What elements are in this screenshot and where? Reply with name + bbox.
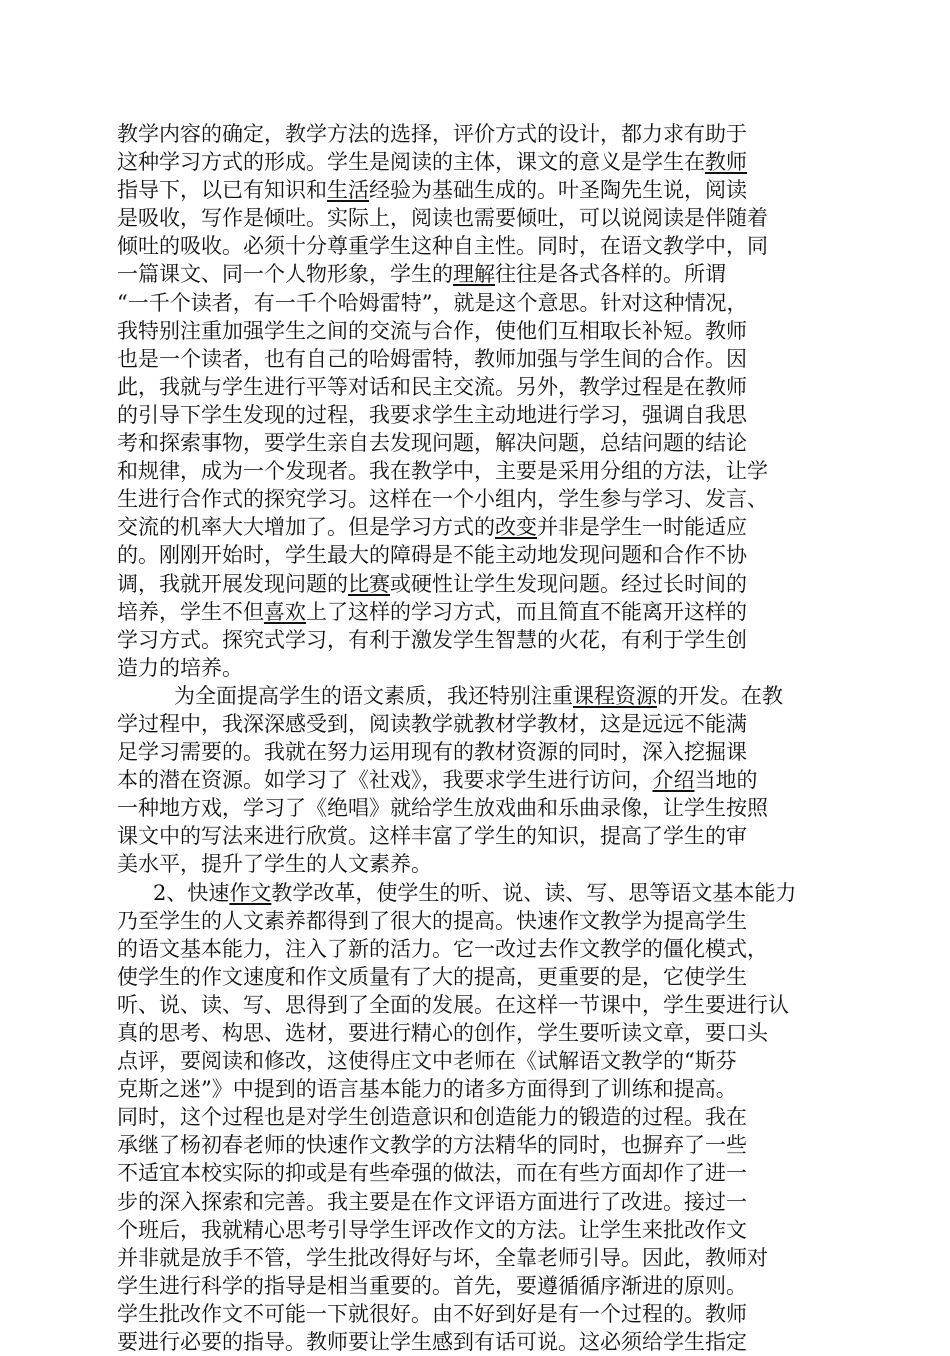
text-segment: 造力的培养。 (117, 655, 243, 680)
text-line (117, 1075, 825, 1103)
text-segment: 培养，学生不但 (117, 599, 264, 624)
underlined-term: 比赛 (348, 571, 390, 596)
text-line (117, 710, 825, 738)
text-line (117, 1188, 825, 1216)
text-segment: 我特别注重加强学生之间的交流与合作，使他们互相取长补短。教师 (117, 318, 747, 343)
underlined-term: 课程资源 (573, 683, 657, 708)
text-line (117, 1272, 825, 1300)
text-line (117, 485, 825, 513)
text-segment: 真的思考、构思、选材，要进行精心的创作，学生要听读文章，要口头 (117, 1021, 768, 1045)
text-segment: 此，我就与学生进行平等对话和民主交流。另外，教学过程是在教师 (117, 374, 747, 399)
text-line (117, 176, 825, 204)
text-segment: 的语文基本能力，注入了新的活力。它一改过去作文教学的僵化模式， (117, 936, 768, 961)
text-segment: 本的潜在资源。如学习了《社戏》，我要求学生进行访问， (117, 768, 653, 793)
text-line (117, 654, 825, 682)
text-segment: 听、说、读、写、思得到了全面的发展。在这样一节课中，学生要进行认 (117, 992, 789, 1017)
text-line (117, 457, 825, 485)
text-segment: 不适宜本校实际的抑或是有些牵强的做法，而在有些方面却作了进一 (117, 1161, 747, 1186)
text-segment: 生进行合作式的探究学习。这样在一个小组内，学生参与学习、发言、 (117, 487, 768, 512)
text-line (117, 1328, 825, 1356)
text-line (117, 317, 825, 345)
text-segment: 并非是学生一时能适应 (537, 515, 747, 540)
underlined-term: 喜欢 (264, 599, 306, 624)
underlined-term: 理解 (453, 262, 495, 287)
text-segment: “一千个读者，有一千个哈姆雷特”，就是这个意思。针对这种情况， (117, 290, 748, 315)
text-segment: 这种学习方式的形成。学生是阅读的主体，课文的意义是学生在 (117, 150, 705, 175)
text-segment: 学习方式。探究式学习，有利于激发学生智慧的火花，有利于学生创 (117, 627, 747, 652)
text-line (117, 570, 825, 598)
text-line (117, 907, 825, 935)
paragraph-1 (117, 120, 825, 682)
text-segment: 或硬性让学生发现问题。经过长时间的 (390, 571, 747, 596)
text-line (117, 1103, 825, 1131)
text-line (117, 232, 825, 260)
text-segment: 要进行必要的指导。教师要让学生感到有话可说。这必须给学生指定 (117, 1330, 747, 1355)
text-segment: 学过程中，我深深感受到，阅读教学就教材学教材，这是远远不能满 (117, 711, 747, 736)
text-segment: 个班后，我就精心思考引导学生评改作文的方法。让学生来批改作文 (117, 1217, 747, 1242)
text-line (117, 289, 825, 317)
text-segment: 的引导下学生发现的过程，我要求学生主动地进行学习，强调自我思 (117, 402, 747, 427)
underlined-term: 介绍 (652, 768, 695, 793)
text-line (117, 345, 825, 373)
text-segment: 为全面提高学生的语文素质，我还特别注重 (174, 683, 573, 708)
text-line (117, 148, 825, 176)
text-line (117, 879, 825, 907)
document-body (117, 120, 825, 1356)
text-segment: 美水平，提升了学生的人文素养。 (117, 852, 432, 877)
text-line (117, 1216, 825, 1244)
text-line (117, 541, 825, 569)
text-line (117, 429, 825, 457)
text-line (117, 513, 825, 541)
text-line (117, 1131, 825, 1159)
text-segment: 考和探索事物，要学生亲自去发现问题，解决问题，总结问题的结论 (117, 431, 747, 456)
text-segment: 足学习需要的。我就在努力运用现有的教材资源的同时，深入挖掘课 (117, 740, 747, 765)
text-line (117, 963, 825, 991)
text-segment: 的开发。在教 (657, 683, 783, 708)
text-line (117, 822, 825, 850)
text-line (117, 626, 825, 654)
text-line (117, 1047, 825, 1075)
text-segment: 2、快速 (153, 880, 230, 905)
text-segment: 经验为基础生成的。叶圣陶先生说，阅读 (369, 178, 747, 203)
text-segment: 克斯之迷”》中提到的语言基本能力的诸多方面得到了训练和提高。 (117, 1077, 737, 1102)
text-segment: 指导下，以已有知识和 (117, 178, 327, 203)
text-line (117, 1159, 825, 1187)
text-segment: 交流的机率大大增加了。但是学习方式的 (117, 515, 495, 540)
paragraph-2 (117, 682, 825, 879)
text-line (117, 1019, 825, 1047)
text-segment: 是吸收，写作是倾吐。实际上，阅读也需要倾吐，可以说阅读是伴随着 (117, 206, 768, 231)
text-segment: 并非就是放手不管，学生批改得好与坏，全靠老师引导。因此，教师对 (117, 1245, 768, 1270)
text-line (117, 1300, 825, 1328)
text-segment: 同时，这个过程也是对学生创造意识和创造能力的锻造的过程。我在 (117, 1105, 747, 1130)
text-line (117, 120, 825, 148)
text-line (117, 850, 825, 878)
text-segment: 往往是各式各样的。所谓 (495, 262, 726, 287)
text-segment: 学生批改作文不可能一下就很好。由不好到好是有一个过程的。教师 (117, 1301, 747, 1326)
text-segment: 承继了杨初春老师的快速作文教学的方法精华的同时，也摒弃了一些 (117, 1133, 747, 1158)
text-line (117, 204, 825, 232)
text-segment: 学生进行科学的指导是相当重要的。首先，要遵循循序渐进的原则。 (117, 1273, 747, 1298)
text-segment: 的。刚刚开始时，学生最大的障碍是不能主动地发现问题和合作不协 (117, 543, 747, 568)
text-segment: 教学内容的确定，教学方法的选择，评价方式的设计，都力求有助于 (117, 122, 747, 146)
text-segment: 一篇课文、同一个人物形象，学生的 (117, 262, 453, 287)
underlined-term: 生活 (327, 178, 369, 203)
text-segment: 乃至学生的人文素养都得到了很大的提高。快速作文教学为提高学生 (117, 908, 747, 933)
text-line (117, 682, 825, 710)
underlined-term: 作文 (229, 880, 272, 905)
text-line (117, 260, 825, 288)
text-segment: 上了这样的学习方式，而且简直不能离开这样的 (306, 599, 747, 624)
text-segment: 倾吐的吸收。必须十分尊重学生这种自主性。同时，在语文教学中，同 (117, 234, 768, 259)
text-segment: 使学生的作文速度和作文质量有了大的提高，更重要的是，它使学生 (117, 964, 747, 989)
text-segment: 步的深入探索和完善。我主要是在作文评语方面进行了改进。接过一 (117, 1189, 747, 1214)
text-line (117, 1244, 825, 1272)
text-line (117, 373, 825, 401)
text-segment: 也是一个读者，也有自己的哈姆雷特，教师加强与学生间的合作。因 (117, 346, 747, 371)
text-line (117, 935, 825, 963)
underlined-term: 教师 (705, 150, 747, 175)
text-segment: 点评，要阅读和修改，这使得庄文中老师在《试解语文教学的“斯芬 (117, 1049, 737, 1074)
text-line (117, 401, 825, 429)
text-line (117, 738, 825, 766)
underlined-term: 改变 (495, 515, 537, 540)
text-line (117, 991, 825, 1019)
text-segment: 教学改革，使学生的听、说、读、写、思等语文基本能力 (271, 880, 797, 905)
text-segment: 一种地方戏，学习了《绝唱》就给学生放戏曲和乐曲录像，让学生按照 (117, 796, 768, 821)
text-segment: 课文中的写法来进行欣赏。这样丰富了学生的知识，提高了学生的审 (117, 824, 747, 849)
paragraph-3 (117, 879, 825, 1356)
text-segment: 当地的 (694, 768, 758, 793)
text-segment: 调，我就开展发现问题的 (117, 571, 348, 596)
text-line (117, 794, 825, 822)
text-line (117, 766, 825, 794)
text-segment: 和规律，成为一个发现者。我在教学中，主要是采用分组的方法，让学 (117, 459, 768, 484)
text-line (117, 598, 825, 626)
